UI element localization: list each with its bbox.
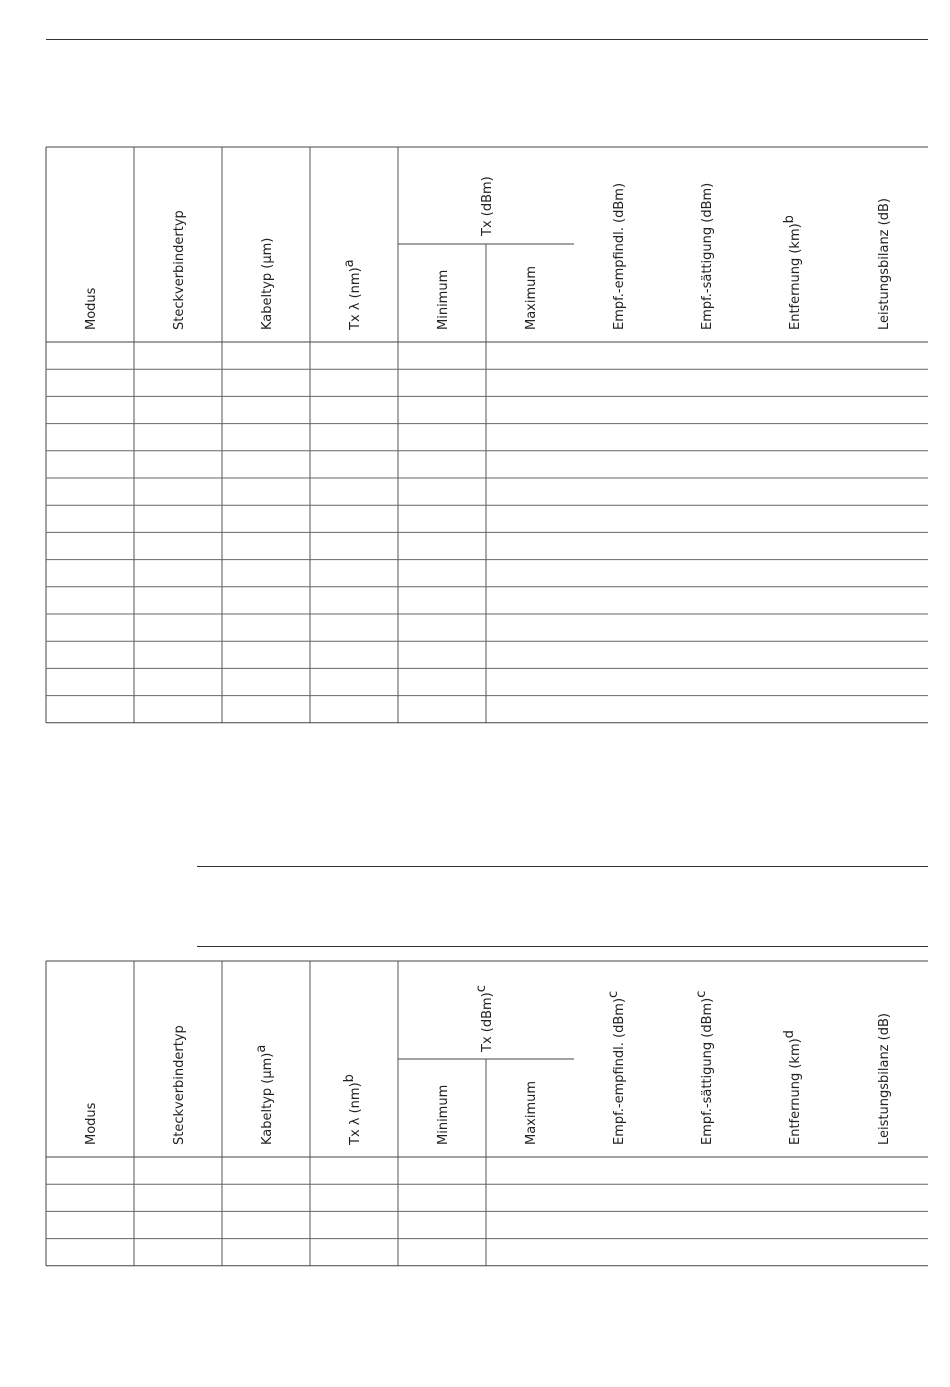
table2-header-empf-saettigung xyxy=(694,991,715,1145)
table1-header-maximum-text: Maximum xyxy=(524,265,539,330)
table2-header-entfernung-text: Entfernung (km) xyxy=(788,1038,803,1145)
table1-header-empf-empfindl-text: Empf.-empfindl. (dBm) xyxy=(612,182,627,330)
table2-header-entfernung xyxy=(782,1030,803,1145)
svg-text:Kabeltyp (µm) xyxy=(260,238,275,330)
table2-header-tx-group-text: Tx (dBm) xyxy=(480,992,495,1052)
table2-header-empf-saettigung-footnote-marker: c xyxy=(694,990,709,998)
table2-header-tx-group-footnote-marker: c xyxy=(474,985,489,993)
table2-header-entfernung-footnote-marker: d xyxy=(782,1030,797,1039)
table1-header-minimum-text: Minimum xyxy=(436,269,451,330)
table2-header-empf-empfindl xyxy=(606,991,627,1145)
table1-header-entfernung-text: Entfernung (km) xyxy=(788,223,803,330)
table2-header-tx-group xyxy=(474,985,495,1053)
svg-text:Modus xyxy=(84,287,99,330)
table2-header-minimum xyxy=(436,1085,451,1145)
svg-text:Tx (dBm) xyxy=(480,176,495,237)
table1-header-minimum xyxy=(436,270,451,330)
svg-text:Maximum xyxy=(524,1081,539,1145)
svg-text:Leistungsbilanz (dB) xyxy=(877,198,892,330)
svg-text:Entfernung (km)b xyxy=(782,215,803,330)
table1-header-entfernung xyxy=(782,215,803,330)
table2-header-tx-lambda-text: Tx λ (nm) xyxy=(348,1082,363,1145)
table2-header-leistungsbilanz-text: Leistungsbilanz (dB) xyxy=(877,1013,892,1145)
svg-text:Empf.-sättigung (dBm)c xyxy=(694,991,715,1145)
table1-header-empf-saettigung xyxy=(700,183,715,330)
table1-header-entfernung-footnote-marker: b xyxy=(782,215,797,224)
svg-text:Steckverbindertyp xyxy=(172,1025,187,1145)
svg-text:Minimum xyxy=(436,1085,451,1145)
svg-text:Kabeltyp (µm)a xyxy=(254,1045,275,1145)
table1-header-tx-group xyxy=(480,176,495,237)
table2-header-empf-saettigung-text: Empf.-sättigung (dBm) xyxy=(700,997,715,1145)
table1-header-tx-lambda-text: Tx λ (nm) xyxy=(348,267,363,330)
svg-text:Empf.-sättigung (dBm) xyxy=(700,183,715,330)
table1-header-modus-text: Modus xyxy=(84,287,99,330)
svg-text:Entfernung (km)d xyxy=(782,1030,803,1145)
svg-text:Tx λ (nm)b xyxy=(342,1074,363,1146)
svg-text:Steckverbindertyp xyxy=(172,210,187,330)
table2-header-steckverbindertyp xyxy=(172,1025,187,1145)
table1-header-maximum xyxy=(524,266,539,330)
svg-text:Minimum xyxy=(436,270,451,330)
table2-header-tx-lambda-footnote-marker: b xyxy=(342,1074,357,1083)
table1-header-empf-empfindl xyxy=(612,183,627,330)
table2-header-kabeltyp xyxy=(254,1045,275,1145)
svg-text:Maximum xyxy=(524,266,539,330)
table2-header-empf-empfindl-text: Empf.-empfindl. (dBm) xyxy=(612,997,627,1145)
table1-header-tx-group-text: Tx (dBm) xyxy=(480,176,495,236)
table2-header-maximum xyxy=(524,1081,539,1145)
svg-text:Empf.-empfindl. (dBm) xyxy=(612,183,627,330)
table1-header-empf-saettigung-text: Empf.-sättigung (dBm) xyxy=(700,182,715,330)
table1-header-kabeltyp xyxy=(260,238,275,330)
svg-text:Empf.-empfindl. (dBm)c xyxy=(606,991,627,1145)
table1-header-kabeltyp-text: Kabeltyp (µm) xyxy=(260,237,275,330)
table1-header-modus xyxy=(84,287,99,330)
table2-header-kabeltyp-text: Kabeltyp (µm) xyxy=(260,1052,275,1145)
table2-header-tx-lambda xyxy=(342,1074,363,1146)
table2-header-minimum-text: Minimum xyxy=(436,1084,451,1145)
svg-text:Leistungsbilanz (dB) xyxy=(877,1013,892,1145)
svg-text:Tx λ (nm)a xyxy=(342,259,363,331)
svg-text:Tx (dBm)c xyxy=(474,985,495,1053)
table1-header-steckverbindertyp-text: Steckverbindertyp xyxy=(172,210,187,330)
svg-text:Modus xyxy=(84,1102,99,1145)
table1-header-steckverbindertyp xyxy=(172,210,187,330)
table2-header-empf-empfindl-footnote-marker: c xyxy=(606,990,621,998)
table2-header-modus-text: Modus xyxy=(84,1102,99,1145)
table1-header-tx-lambda-footnote-marker: a xyxy=(342,259,357,268)
table2-header-kabeltyp-footnote-marker: a xyxy=(254,1044,269,1053)
table2-header-maximum-text: Maximum xyxy=(524,1080,539,1145)
table2-header-modus xyxy=(84,1102,99,1145)
table1-header-tx-lambda xyxy=(342,259,363,331)
table2-header-leistungsbilanz xyxy=(877,1013,892,1145)
table1-header-leistungsbilanz-text: Leistungsbilanz (dB) xyxy=(877,198,892,330)
table1-header-leistungsbilanz xyxy=(877,198,892,330)
table2-header-steckverbindertyp-text: Steckverbindertyp xyxy=(172,1025,187,1145)
